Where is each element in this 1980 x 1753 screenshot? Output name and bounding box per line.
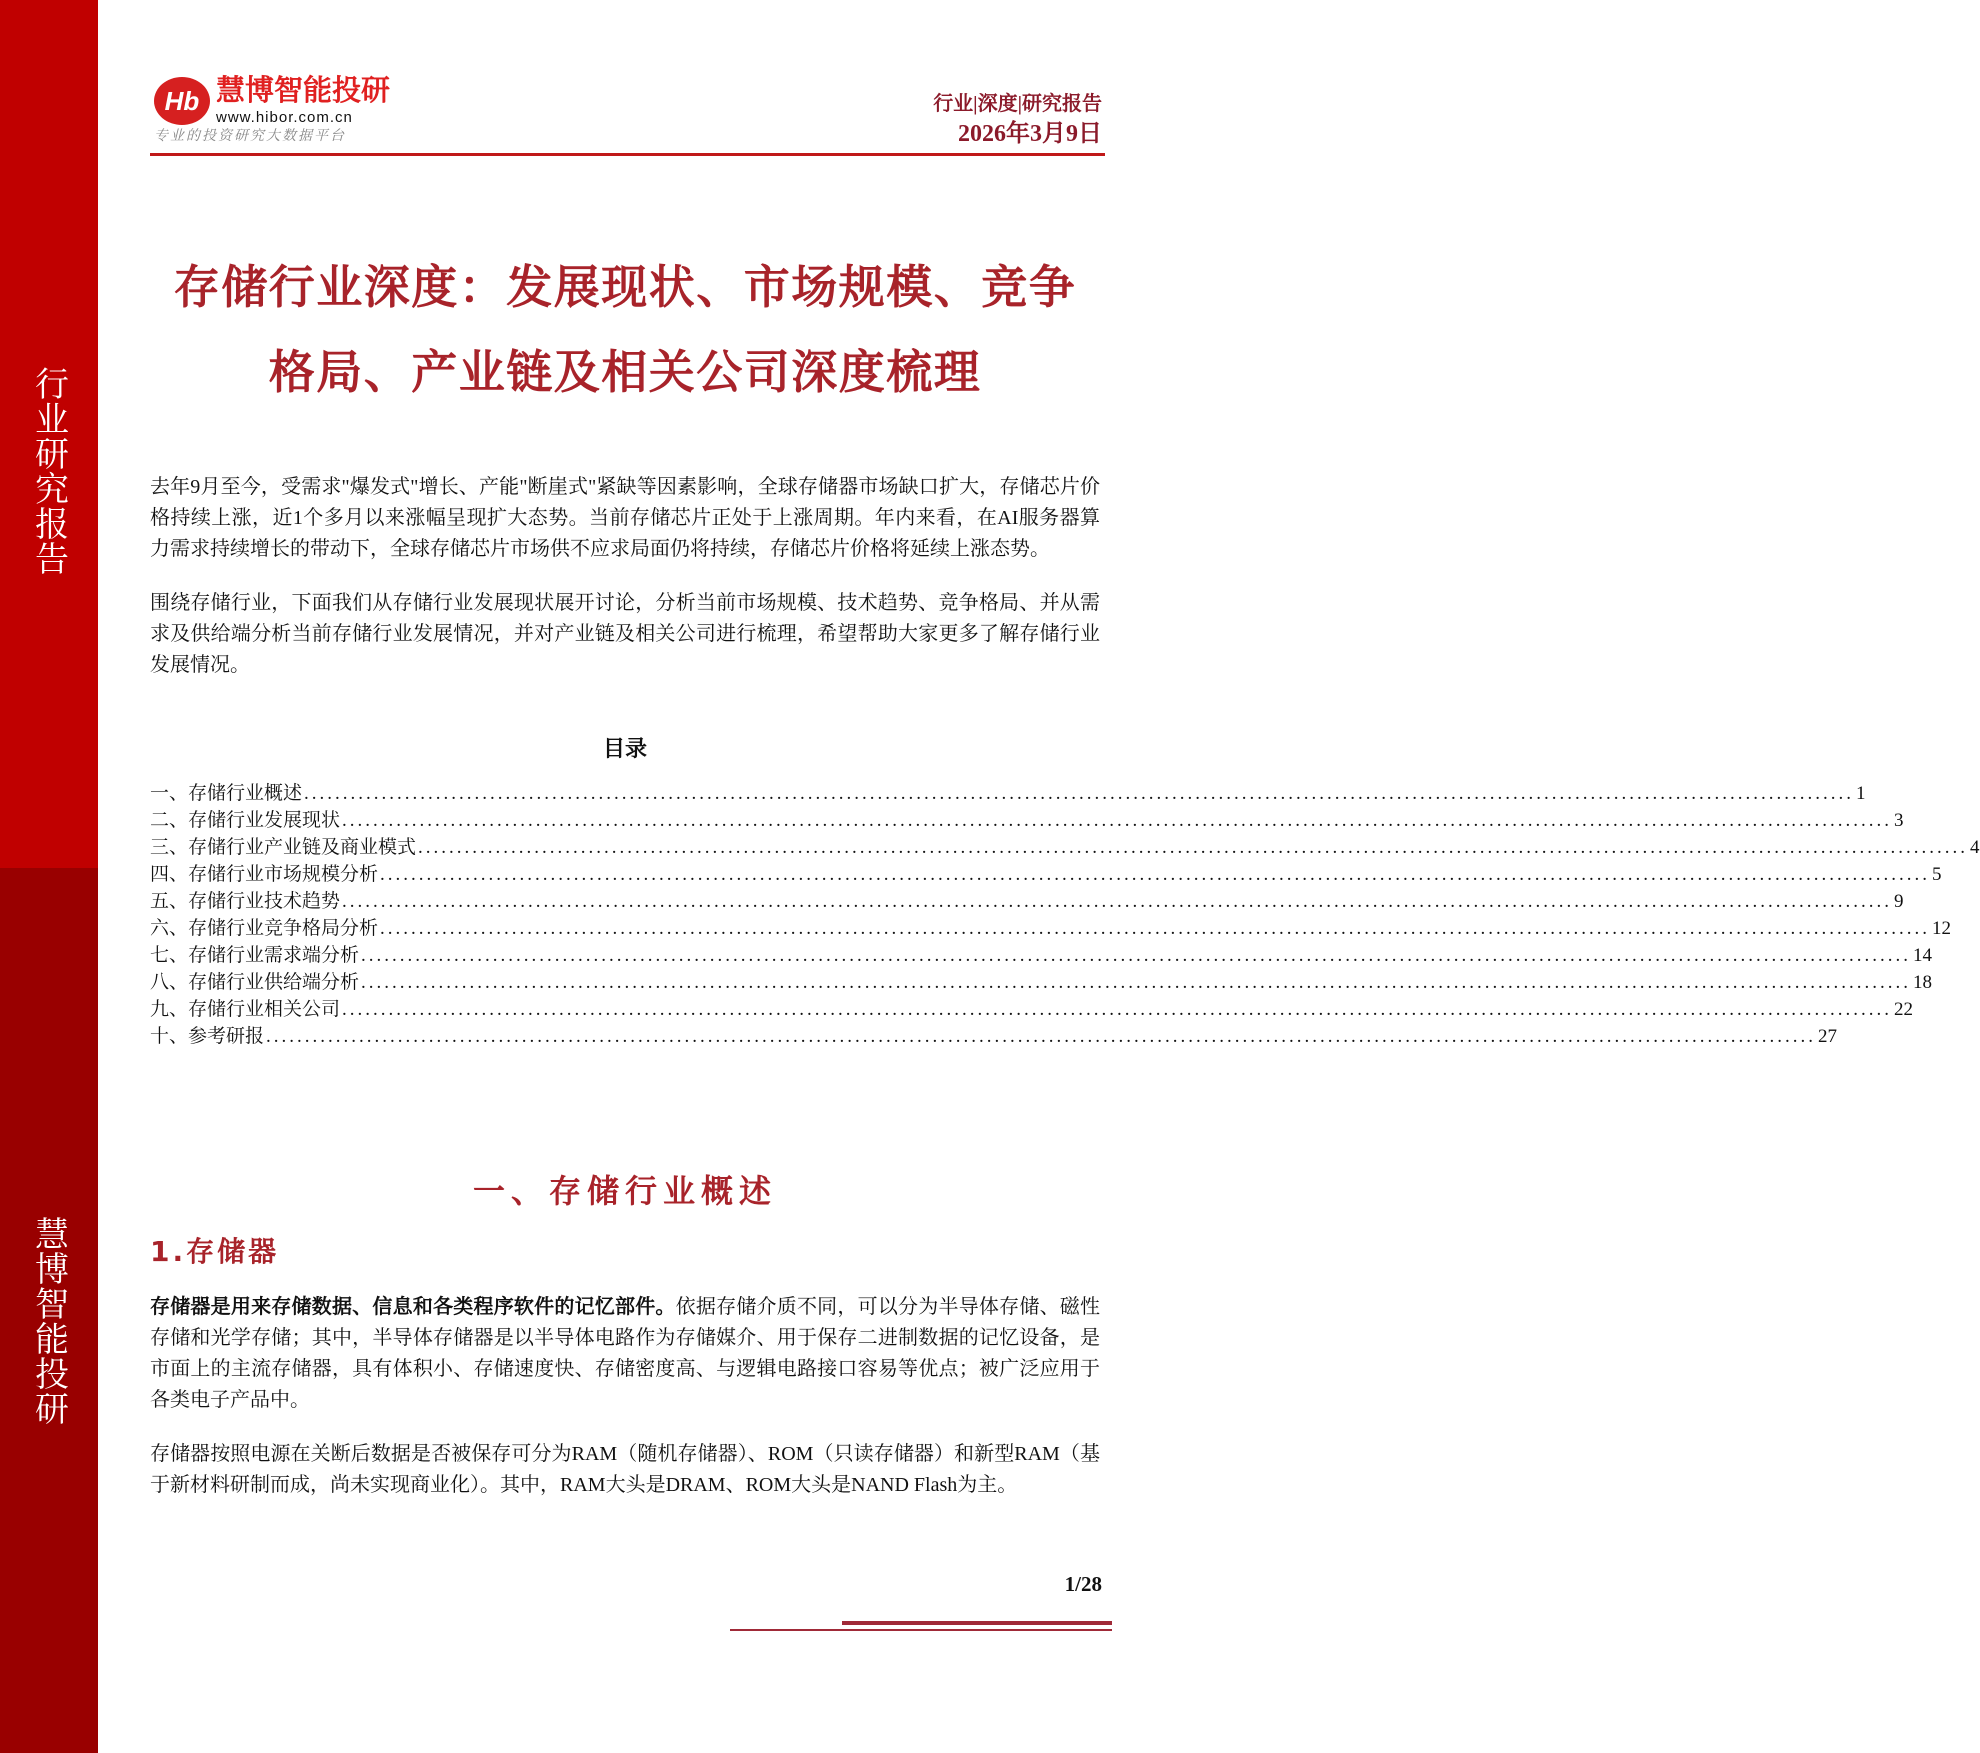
sidebar-report-label: 行业研究报告 — [28, 366, 69, 576]
subsection-heading: 1.存储器 — [150, 1235, 280, 1268]
toc-item-label: 二、存储行业发展现状 — [150, 810, 341, 831]
toc-item-page: 27 — [1818, 1026, 1838, 1047]
intro-paragraph-1: 去年9月至今，受需求"爆发式"增长、产能"断崖式"紧缺等因素影响，全球存储器市场缺口扩大，存储芯片价格持续上涨，近1个多月以来涨幅呈现扩大态势。当前存储芯片正处于上涨周期。年内来看，在AI服务器算力需求持续增长的带动下，全球存储芯片市场供不应求局面仍将持续，存储芯片价格将延续上涨态势。 — [150, 476, 1100, 560]
sidebar-label-wrap — [0, 366, 98, 596]
toc-item[interactable] — [150, 807, 1904, 834]
intro-block — [150, 472, 1100, 681]
toc-heading: 目录 — [602, 736, 647, 761]
toc-item-label: 七、存储行业需求端分析 — [150, 945, 360, 966]
section-block — [150, 1292, 1100, 1501]
section-paragraph-2: 存储器按照电源在关断后数据是否被保存可分为RAM（随机存储器）、ROM（只读存储器）和新型RAM（基于新材料研制而成，尚未实现商业化）。其中，RAM大头是DRAM、ROM大头是NAND Flash为主。 — [150, 1443, 1100, 1496]
toc-leader-dots: ........................................................................................................................................................................................................ — [266, 1026, 1817, 1047]
footer-rule-thick — [842, 1621, 1112, 1625]
toc-leader-dots: ........................................................................................................................................................................................................ — [380, 918, 1931, 939]
toc-item-label: 九、存储行业相关公司 — [150, 999, 341, 1020]
report-date: 2026年3月9日 — [958, 121, 1102, 147]
toc-item[interactable] — [150, 942, 1933, 969]
section-paragraph-1 — [150, 1292, 1100, 1416]
intro-paragraph-2: 围绕存储行业，下面我们从存储行业发展现状展开讨论，分析当前市场规模、技术趋势、竞争格局、并从需求及供给端分析当前存储行业发展情况，并对产业链及相关公司进行梳理，希望帮助大家更多了解存储行业发展情况。 — [150, 592, 1100, 676]
page-number: 1/28 — [1064, 1572, 1102, 1596]
toc-leader-dots: ........................................................................................................................................................................................................ — [342, 891, 1893, 912]
footer-rule-thin — [730, 1629, 1112, 1631]
logo-tagline: 专业的投资研究大数据平台 — [154, 129, 346, 144]
toc-leader-dots: ........................................................................................................................................................................................................ — [304, 783, 1855, 804]
toc-item-page: 4 — [1970, 837, 1980, 858]
toc-item-page: 1 — [1856, 783, 1866, 804]
toc-item-page: 22 — [1894, 999, 1914, 1020]
header-divider — [150, 153, 1105, 156]
toc-item[interactable] — [150, 996, 1914, 1023]
toc-item-page: 12 — [1932, 918, 1952, 939]
sidebar-brand-wrap — [0, 1216, 98, 1446]
toc-item-label: 八、存储行业供给端分析 — [150, 972, 360, 993]
report-type: 行业|深度|研究报告 — [933, 93, 1102, 115]
logo-name: 慧博智能投研 — [216, 75, 391, 107]
toc-leader-dots: ........................................................................................................................................................................................................ — [418, 837, 1969, 858]
paragraph-body: 依据存储介质不同，可以分为半导体存储、磁性存储和光学存储；其中，半导体存储器是以半导体电路作为存储媒介、用于保存二进制数据的记忆设备，是市面上的主流存储器，具有体积小、存储速度快、存储密度高、与逻辑电路接口容易等优点；被广泛应用于各类电子产品中。 — [150, 1296, 1101, 1411]
toc-item-page: 9 — [1894, 891, 1904, 912]
toc-item-label: 五、存储行业技术趋势 — [150, 891, 341, 912]
paragraph-lead: 存储器是用来存储数据、信息和各类程序软件的记忆部件。 — [150, 1296, 676, 1318]
toc-item[interactable] — [150, 861, 1942, 888]
toc-item[interactable] — [150, 1023, 1838, 1050]
toc-item[interactable] — [150, 834, 1980, 861]
toc-item-label: 六、存储行业竞争格局分析 — [150, 918, 379, 939]
title-line-2: 格局、产业链及相关公司深度梳理 — [268, 345, 982, 399]
toc-leader-dots: ........................................................................................................................................................................................................ — [342, 999, 1893, 1020]
toc-item-page: 3 — [1894, 810, 1904, 831]
toc-item-label: 十、参考研报 — [150, 1026, 265, 1047]
logo-url: www.hibor.com.cn — [216, 109, 353, 126]
toc-item[interactable] — [150, 915, 1952, 942]
logo-icon: Hb — [154, 77, 210, 125]
toc-item[interactable] — [150, 969, 1933, 996]
title-line-1: 存储行业深度：发展现状、市场规模、竞争 — [173, 260, 1077, 314]
toc-item-label: 三、存储行业产业链及商业模式 — [150, 837, 417, 858]
toc-item-page: 18 — [1913, 972, 1933, 993]
toc-item[interactable] — [150, 888, 1904, 915]
toc-item-label: 一、存储行业概述 — [150, 783, 303, 804]
toc-item-label: 四、存储行业市场规模分析 — [150, 864, 379, 885]
toc-leader-dots: ........................................................................................................................................................................................................ — [342, 810, 1893, 831]
toc-item-page: 5 — [1932, 864, 1942, 885]
sidebar-brand-label: 慧博智能投研 — [28, 1216, 69, 1426]
toc-leader-dots: ........................................................................................................................................................................................................ — [361, 972, 1912, 993]
toc-item-page: 14 — [1913, 945, 1933, 966]
section-heading: 一、存储行业概述 — [472, 1172, 777, 1210]
toc-leader-dots: ........................................................................................................................................................................................................ — [380, 864, 1931, 885]
toc-leader-dots: ........................................................................................................................................................................................................ — [361, 945, 1912, 966]
toc-item[interactable] — [150, 780, 1866, 807]
